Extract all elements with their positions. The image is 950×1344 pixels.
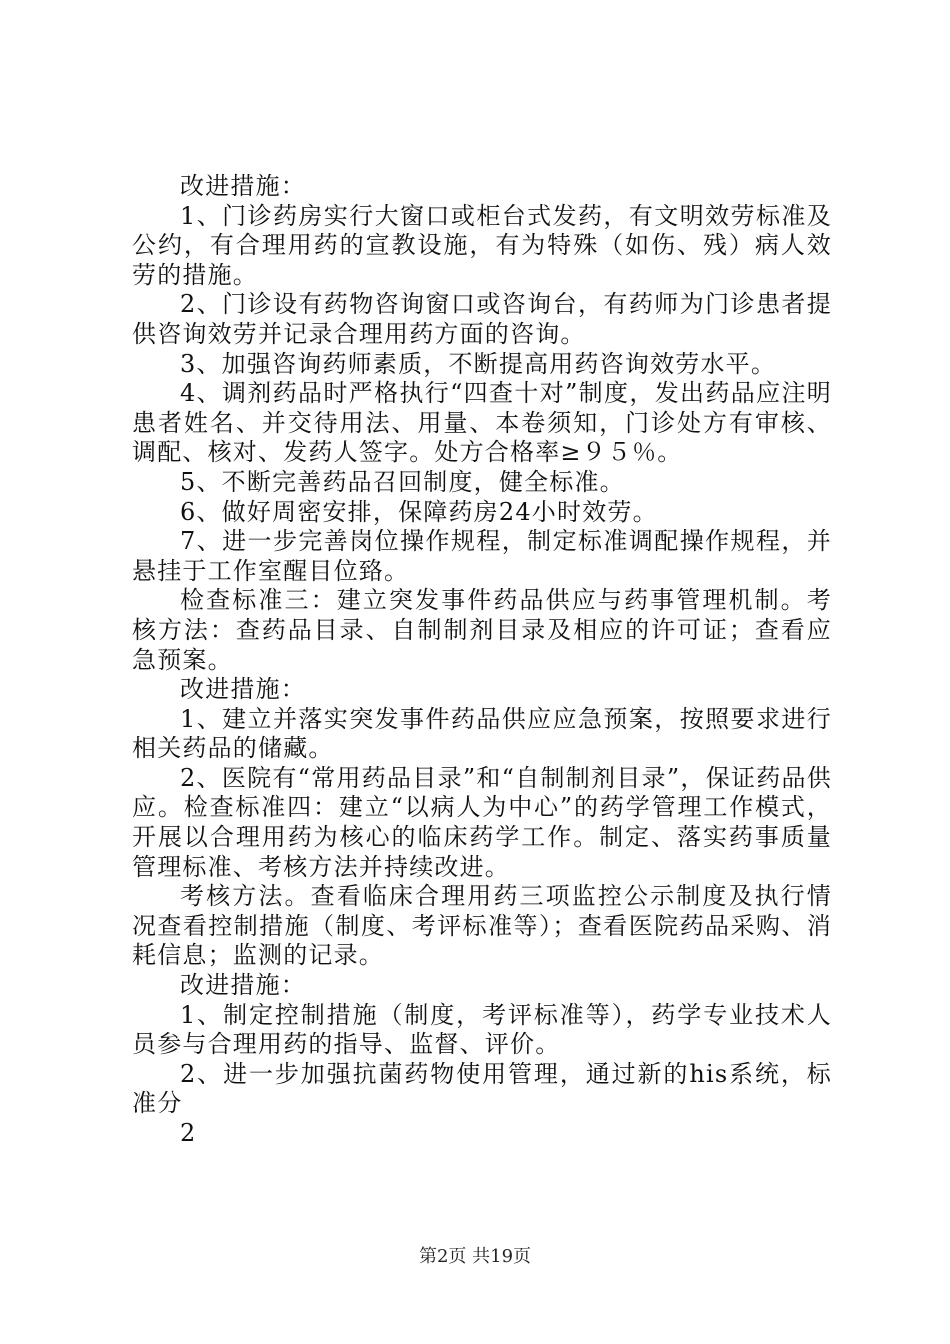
document-body — [132, 172, 832, 1149]
paragraph-item-3: 3、加强咨询药师素质，不断提高用药咨询效劳水平。 — [180, 349, 777, 378]
paragraph-assessment-method: 考核方法。查看临床合理用药三项监控公示制度及执行情况查看控制措施（制度、考评标准等）；查看医院药品采购、消耗信息；监测的记录。 — [132, 882, 832, 970]
paragraph-item-1: 1、门诊药房实行大窗口或柜台式发药，有文明效劳标准及公约，有合理用药的宣教设施，有为特殊（如伤、残）病人效劳的措施。 — [132, 201, 832, 289]
paragraph-item-5: 5、不断完善药品召回制度，健全标准。 — [180, 467, 625, 496]
paragraph-item-emergency-2: 2、医院有“常用药品目录”和“自制制剂目录”，保证药品供应。检查标准四：建立“以病人为中心”的药学管理工作模式，开展以合理用药为核心的临床药学工作。制定、落实药事质量管理标准、考核方法并持续改进。 — [132, 763, 832, 881]
paragraph-item-control-2: 2、进一步加强抗菌药物使用管理，通过新的his系统，标准分 — [132, 1059, 832, 1118]
page-number-footer: 第2页 共19页 — [418, 1246, 532, 1267]
paragraph-item-control-1: 1、制定控制措施（制度，考评标准等），药学专业技术人员参与合理用药的指导、监督、评价。 — [132, 1000, 832, 1059]
paragraph-improvement-heading-2: 改进措施： — [180, 675, 306, 704]
paragraph-trailing-number: 2 — [180, 1119, 197, 1147]
paragraph-item-emergency-1: 1、建立并落实突发事件药品供应应急预案，按照要求进行相关药品的储藏。 — [132, 704, 832, 763]
paragraph-item-4: 4、调剂药品时严格执行“四查十对”制度，发出药品应注明患者姓名、并交待用法、用量、本卷须知，门诊处方有审核、调配、核对、发药人签字。处方合格率≥９５％。 — [132, 379, 832, 467]
paragraph-item-2: 2、门诊设有药物咨询窗口或咨询台，有药师为门诊患者提供咨询效劳并记录合理用药方面的咨询。 — [132, 290, 832, 348]
paragraph-improvement-heading-3: 改进措施： — [180, 971, 306, 1000]
paragraph-item-7: 7、进一步完善岗位操作规程，制定标准调配操作规程，并悬挂于工作室醒目位臵。 — [132, 527, 832, 585]
paragraph-improvement-heading-1: 改进措施： — [180, 172, 306, 200]
paragraph-standard-three: 检查标准三：建立突发事件药品供应与药事管理机制。考核方法：查药品目录、自制制剂目录及相应的许可证；查看应急预案。 — [132, 586, 832, 674]
paragraph-item-6: 6、做好周密安排，保障药房24小时效劳。 — [180, 497, 658, 526]
